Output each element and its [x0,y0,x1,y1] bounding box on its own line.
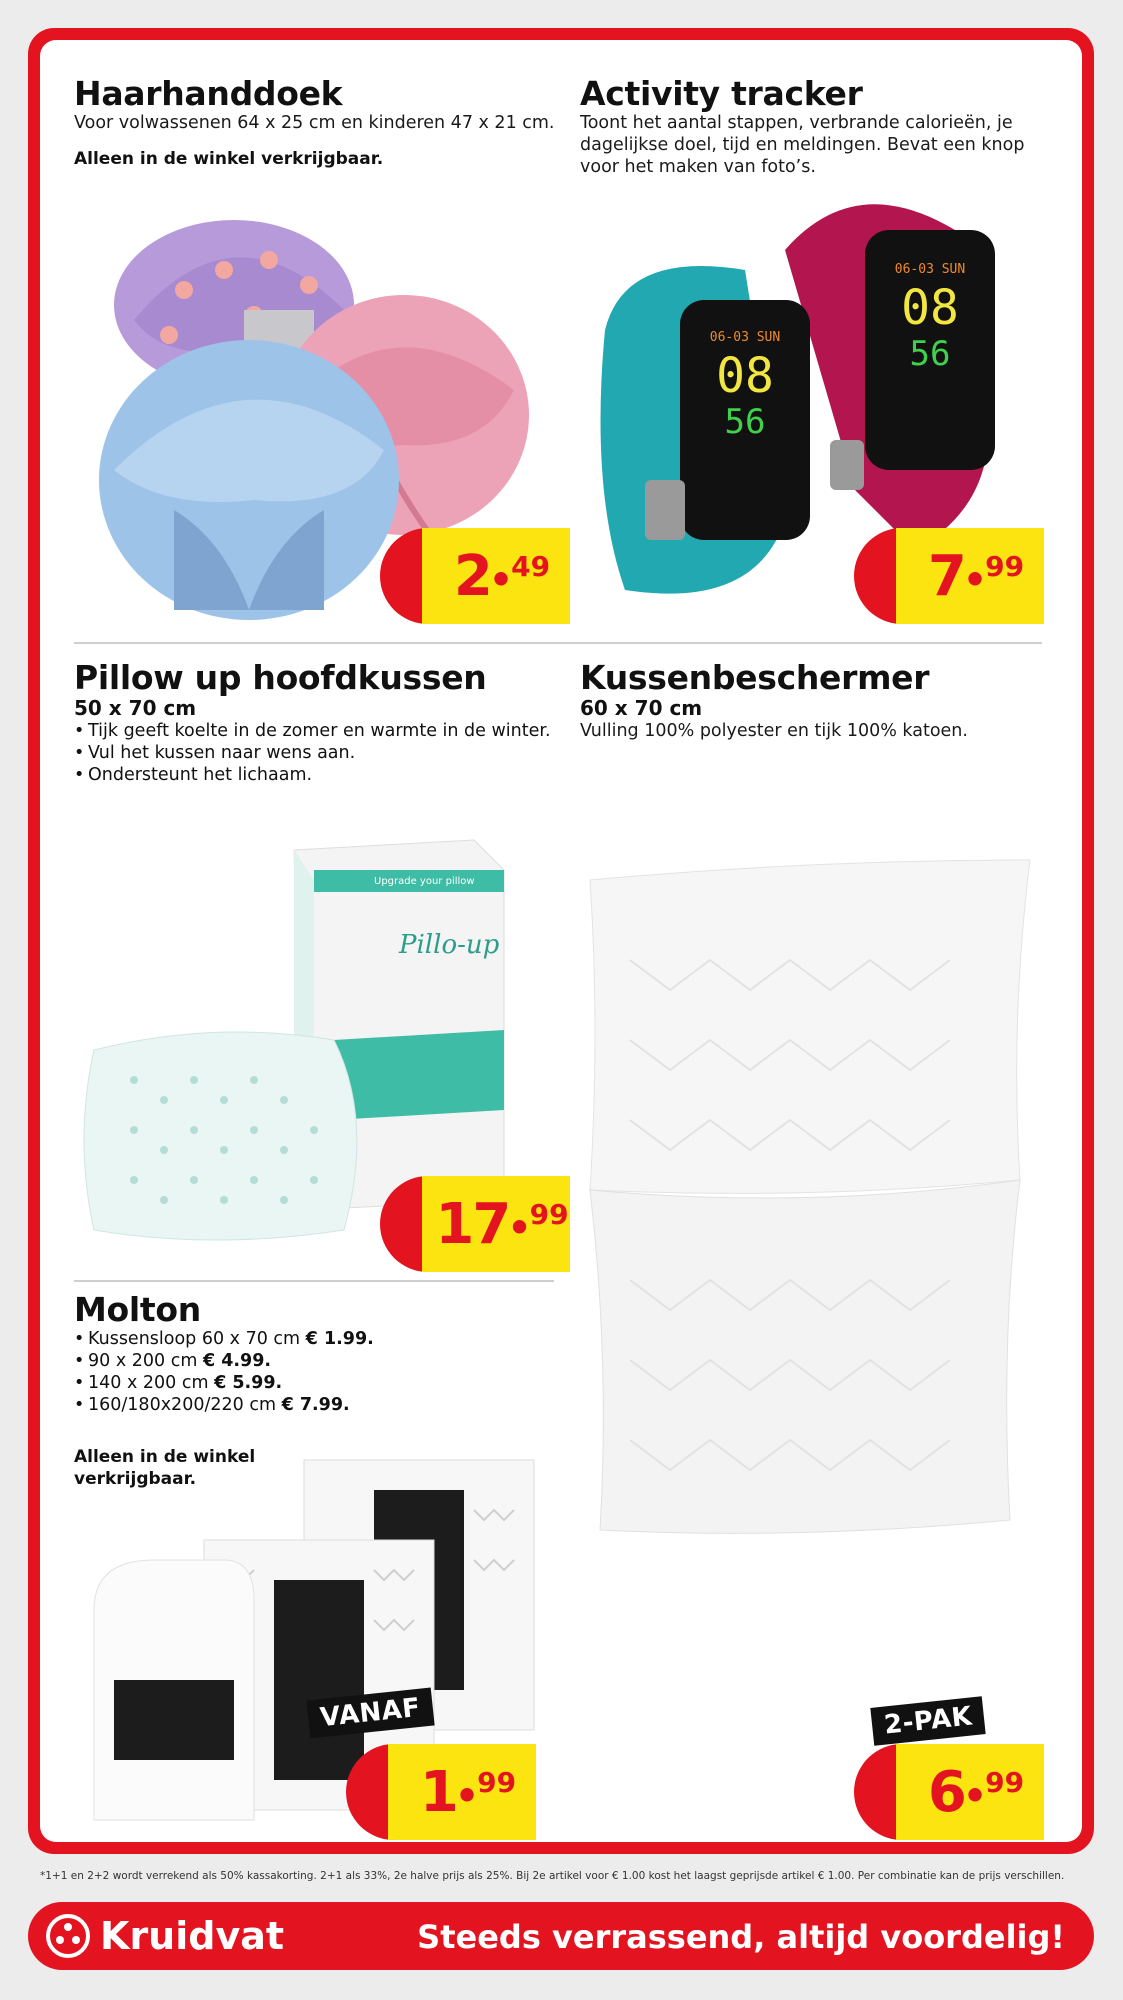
tracker-teal-minute: 56 [724,402,766,442]
protector-text [580,660,1060,742]
molton-bullet: • Kussensloop 60 x 70 cm € 1.99. [74,1328,554,1350]
legal-footnote: *1+1 en 2+2 wordt verrekend als 50% kassakorting. 2+1 als 33%, 2e halve prijs als 25%. Bij 2e artikel voor € 1.00 kost het laagst geprijsde artikel € 1.00. Per combinatie kan de prijs verschillen. [40,1870,1065,1882]
protector-price-cents: 99 [985,1766,1025,1799]
protector-description: Vulling 100% polyester en tijk 100% katoen. [580,721,968,741]
pillow-bullet: • Tijk geeft koelte in de zomer en warmte in de winter. [74,720,574,742]
tracker-price-euros: 7 [927,543,965,609]
pillow-price-euros: 17 [435,1191,510,1257]
pillow-subtitle: 50 x 70 cm [74,696,197,720]
pillow-price-tag: 17 • 99 [380,1176,570,1272]
pillow-box-tagline: Upgrade your pillow [374,876,475,887]
promo-panel [40,40,1082,1842]
towel-text [74,76,574,170]
kruidvat-logo-text: Kruidvat [100,1914,285,1958]
molton-price-cents: 99 [477,1766,517,1799]
pillow-bullet: • Vul het kussen naar wens aan. [74,742,574,764]
pillow-title: Pillow up hoofdkussen [74,658,487,697]
molton-bullet: • 160/180x200/220 cm € 7.99. [74,1394,554,1416]
tracker-desc-line-1: Toont het aantal stappen, verbrande calorieën, je [580,113,1013,133]
tracker-pink-minute: 56 [909,334,951,374]
protector-title: Kussenbeschermer [580,658,930,697]
tracker-desc-line-3: voor het maken van foto’s. [580,157,816,177]
promo-frame [28,28,1094,1854]
pillow-text [74,660,574,786]
tracker-title: Activity tracker [580,74,863,113]
tracker-text [580,76,1060,178]
tracker-desc-line-2: dagelijkse doel, tijd en meldingen. Bevat een knop [580,135,1025,155]
towel-price-euros: 2 [453,543,491,609]
tracker-price-tag: 7 • 99 [854,528,1044,624]
tracker-teal-date: 06-03 SUN [709,330,781,345]
towel-price-cents: 49 [511,550,551,583]
tracker-teal-hour: 08 [716,348,774,404]
molton-bullets [74,1328,554,1416]
molton-badge: VANAF [306,1688,434,1739]
molton-price-tag: 1 • 99 [346,1744,536,1840]
divider-top [74,642,1042,644]
pillow-bullets [74,720,574,786]
molton-price-euros: 1 [419,1759,457,1825]
molton-bullet: • 90 x 200 cm € 4.99. [74,1350,554,1372]
towel-note: Alleen in de winkel verkrijgbaar. [74,149,384,169]
footer-slogan: Steeds verrassend, altijd voordelig! [417,1918,1065,1956]
towel-description: Voor volwassenen 64 x 25 cm en kinderen 47 x 21 cm. [74,113,555,133]
protector-subtitle: 60 x 70 cm [580,696,703,720]
pillow-price-cents: 99 [529,1198,569,1231]
molton-title: Molton [74,1290,201,1329]
protector-badge: 2-PAK [870,1696,986,1746]
kruidvat-logo[interactable] [46,1908,284,1964]
protector-price-tag: 6 • 99 [854,1744,1044,1840]
tracker-price-cents: 99 [985,550,1025,583]
molton-bullet: • 140 x 200 cm € 5.99. [74,1372,554,1394]
pillow-bullet: • Ondersteunt het lichaam. [74,764,574,786]
molton-note-line-1: Alleen in de winkel [74,1447,256,1467]
tracker-pink-hour: 08 [901,280,959,336]
divider-left [74,1280,554,1282]
tracker-pink-date: 06-03 SUN [894,262,966,277]
towel-price-tag: 2 • 49 [380,528,570,624]
molton-note-line-2: verkrijgbaar. [74,1469,197,1489]
protector-image [570,840,1050,1580]
protector-price-euros: 6 [927,1759,965,1825]
towel-title: Haarhanddoek [74,74,343,113]
pillow-box-brand: Pillo-up [399,930,500,960]
kruidvat-logo-icon [46,1914,90,1958]
